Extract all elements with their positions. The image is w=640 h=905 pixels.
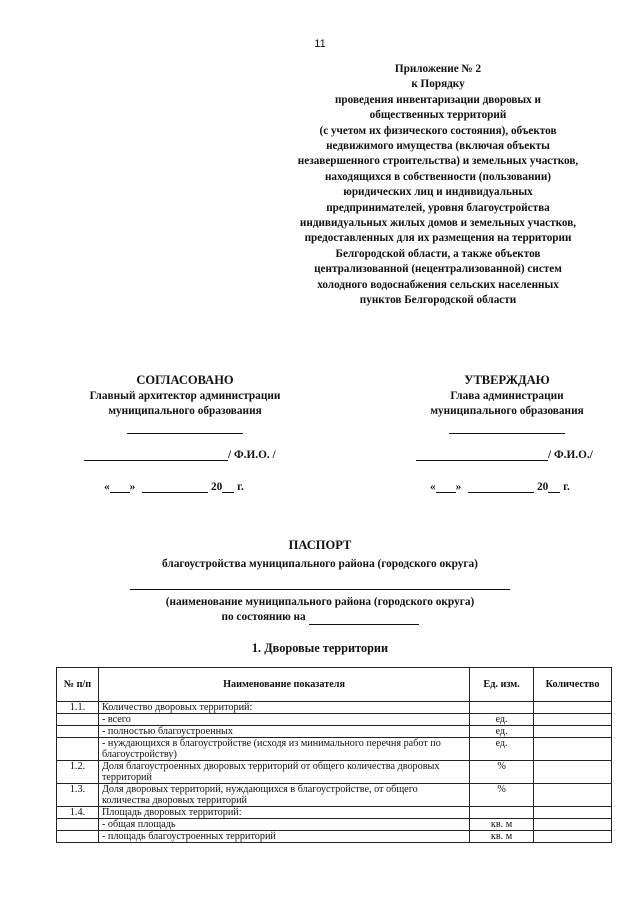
appendix-line: Приложение № 2 [394, 63, 482, 75]
approval-left-heading: СОГЛАСОВАНО [136, 373, 234, 387]
year-underline [222, 481, 234, 493]
cell-num [57, 714, 99, 726]
appendix-line: недвижимого имущества (включая объекты [326, 140, 550, 153]
cell-name: - нуждающихся в благоустройстве (исходя из минимального перечня работ по благоустройству) [98, 738, 469, 761]
date-quote-open: « [430, 481, 436, 493]
col-header-unit: Ед. изм. [470, 668, 534, 702]
cell-name: Доля благоустроенных дворовых территорий от общего количества дворовых территорий [98, 761, 469, 784]
appendix-line: централизованной (нецентрализованной) систем [314, 263, 562, 276]
appendix-line: предоставленных для их размещения на территории [304, 232, 572, 245]
fio-label: / Ф.И.О. / [228, 449, 276, 461]
cell-name: - полностью благоустроенных [98, 726, 469, 738]
table-row [57, 738, 612, 761]
month-underline [468, 481, 534, 493]
appendix-line: проведения инвентаризации дворовых и [334, 93, 542, 106]
cell-num: 1.1. [57, 702, 99, 714]
cell-unit [470, 702, 534, 714]
cell-name: Количество дворовых территорий: [98, 702, 469, 714]
signature-line [449, 419, 565, 434]
date-quote-close: » [455, 481, 462, 493]
date-year: 20 [210, 481, 223, 493]
passport-as-of [0, 610, 640, 625]
date-year-suffix: г. [237, 481, 244, 493]
approval-left [50, 373, 320, 439]
table-row [57, 761, 612, 784]
cell-num [57, 831, 99, 843]
appendix-line: находящихся в собственности (пользовании) [324, 170, 552, 183]
appendix-line: пунктов Белгородской области [359, 294, 517, 307]
appendix-line: общественных территорий [369, 109, 507, 122]
appendix-line: Белгородской области, а также объектов [335, 247, 541, 260]
indicators-table [56, 667, 612, 843]
appendix-line: к Порядку [411, 78, 465, 91]
as-of-underline [309, 613, 419, 625]
approval-left-line2: муниципального образования [108, 405, 262, 417]
day-underline [110, 481, 130, 493]
approval-left-name [84, 449, 276, 461]
passport-name-underline [130, 586, 510, 590]
table-row [57, 714, 612, 726]
table-header-row [57, 668, 612, 702]
cell-unit: ед. [470, 726, 534, 738]
passport-name-caption: (наименование муниципального района (городского округа) [165, 596, 475, 608]
cell-qty[interactable] [534, 738, 612, 761]
cell-name: - площадь благоустроенных территорий [98, 831, 469, 843]
cell-num: 1.4. [57, 807, 99, 819]
table-row [57, 726, 612, 738]
col-header-qty: Количество [534, 668, 612, 702]
cell-qty[interactable] [534, 831, 612, 843]
cell-unit: кв. м [470, 831, 534, 843]
table-row [57, 807, 612, 819]
cell-qty[interactable] [534, 702, 612, 714]
table-row [57, 702, 612, 714]
fio-label: / Ф.И.О./ [548, 449, 593, 461]
month-underline [142, 481, 208, 493]
cell-num [57, 738, 99, 761]
as-of-label: по состоянию на [221, 611, 306, 623]
cell-unit [470, 807, 534, 819]
approval-right-heading: УТВЕРЖДАЮ [464, 373, 550, 387]
date-quote-close: » [129, 481, 136, 493]
passport-header [0, 538, 640, 625]
cell-name: Площадь дворовых территорий: [98, 807, 469, 819]
appendix-line: холодного водоснабжения сельских населенных [317, 278, 559, 291]
table-row [57, 784, 612, 807]
table-row [57, 819, 612, 831]
approval-right [392, 373, 622, 439]
name-underline [84, 449, 228, 461]
date-year: 20 [536, 481, 549, 493]
col-header-name: Наименование показателя [98, 668, 469, 702]
appendix-line: (с учетом их физического состояния), объектов [319, 124, 557, 137]
date-quote-open: « [104, 481, 110, 493]
name-underline [416, 449, 548, 461]
page-number: 11 [314, 38, 326, 50]
cell-name: Доля дворовых территорий, нуждающихся в благоустройстве, от общего количества дворовых территорий [98, 784, 469, 807]
approval-right-line2: муниципального образования [430, 405, 584, 417]
approval-left-date [104, 481, 244, 493]
cell-qty[interactable] [534, 784, 612, 807]
appendix-line: предпринимателей, уровня благоустройства [326, 201, 550, 214]
cell-num: 1.3. [57, 784, 99, 807]
approval-right-date [430, 481, 570, 493]
appendix-line: индивидуальных жилых домов и земельных участков, [299, 217, 577, 230]
section-title: 1. Дворовые территории [251, 641, 389, 655]
table-row [57, 831, 612, 843]
appendix-line: незавершенного строительства) и земельных участков, [297, 155, 579, 168]
cell-qty[interactable] [534, 714, 612, 726]
cell-unit: ед. [470, 738, 534, 761]
col-header-num: № п/п [57, 668, 99, 702]
cell-qty[interactable] [534, 726, 612, 738]
year-underline [548, 481, 560, 493]
cell-unit: % [470, 761, 534, 784]
day-underline [436, 481, 456, 493]
cell-unit: ед. [470, 714, 534, 726]
approval-left-line1: Главный архитектор администрации [89, 390, 281, 402]
appendix-line: юридических лиц и индивидуальных [343, 186, 533, 199]
signature-line [127, 419, 243, 434]
date-year-suffix: г. [563, 481, 570, 493]
cell-qty[interactable] [534, 807, 612, 819]
cell-unit: кв. м [470, 819, 534, 831]
cell-num [57, 726, 99, 738]
cell-unit: % [470, 784, 534, 807]
passport-subtitle: благоустройства муниципального района (городского округа) [162, 558, 478, 570]
cell-num: 1.2. [57, 761, 99, 784]
cell-qty[interactable] [534, 761, 612, 784]
cell-num [57, 819, 99, 831]
approval-right-line1: Глава администрации [450, 390, 564, 402]
appendix-header [268, 62, 608, 309]
approval-right-name [416, 449, 593, 461]
cell-name: - общая площадь [98, 819, 469, 831]
cell-name: - всего [98, 714, 469, 726]
cell-qty[interactable] [534, 819, 612, 831]
passport-title: ПАСПОРТ [288, 538, 352, 552]
